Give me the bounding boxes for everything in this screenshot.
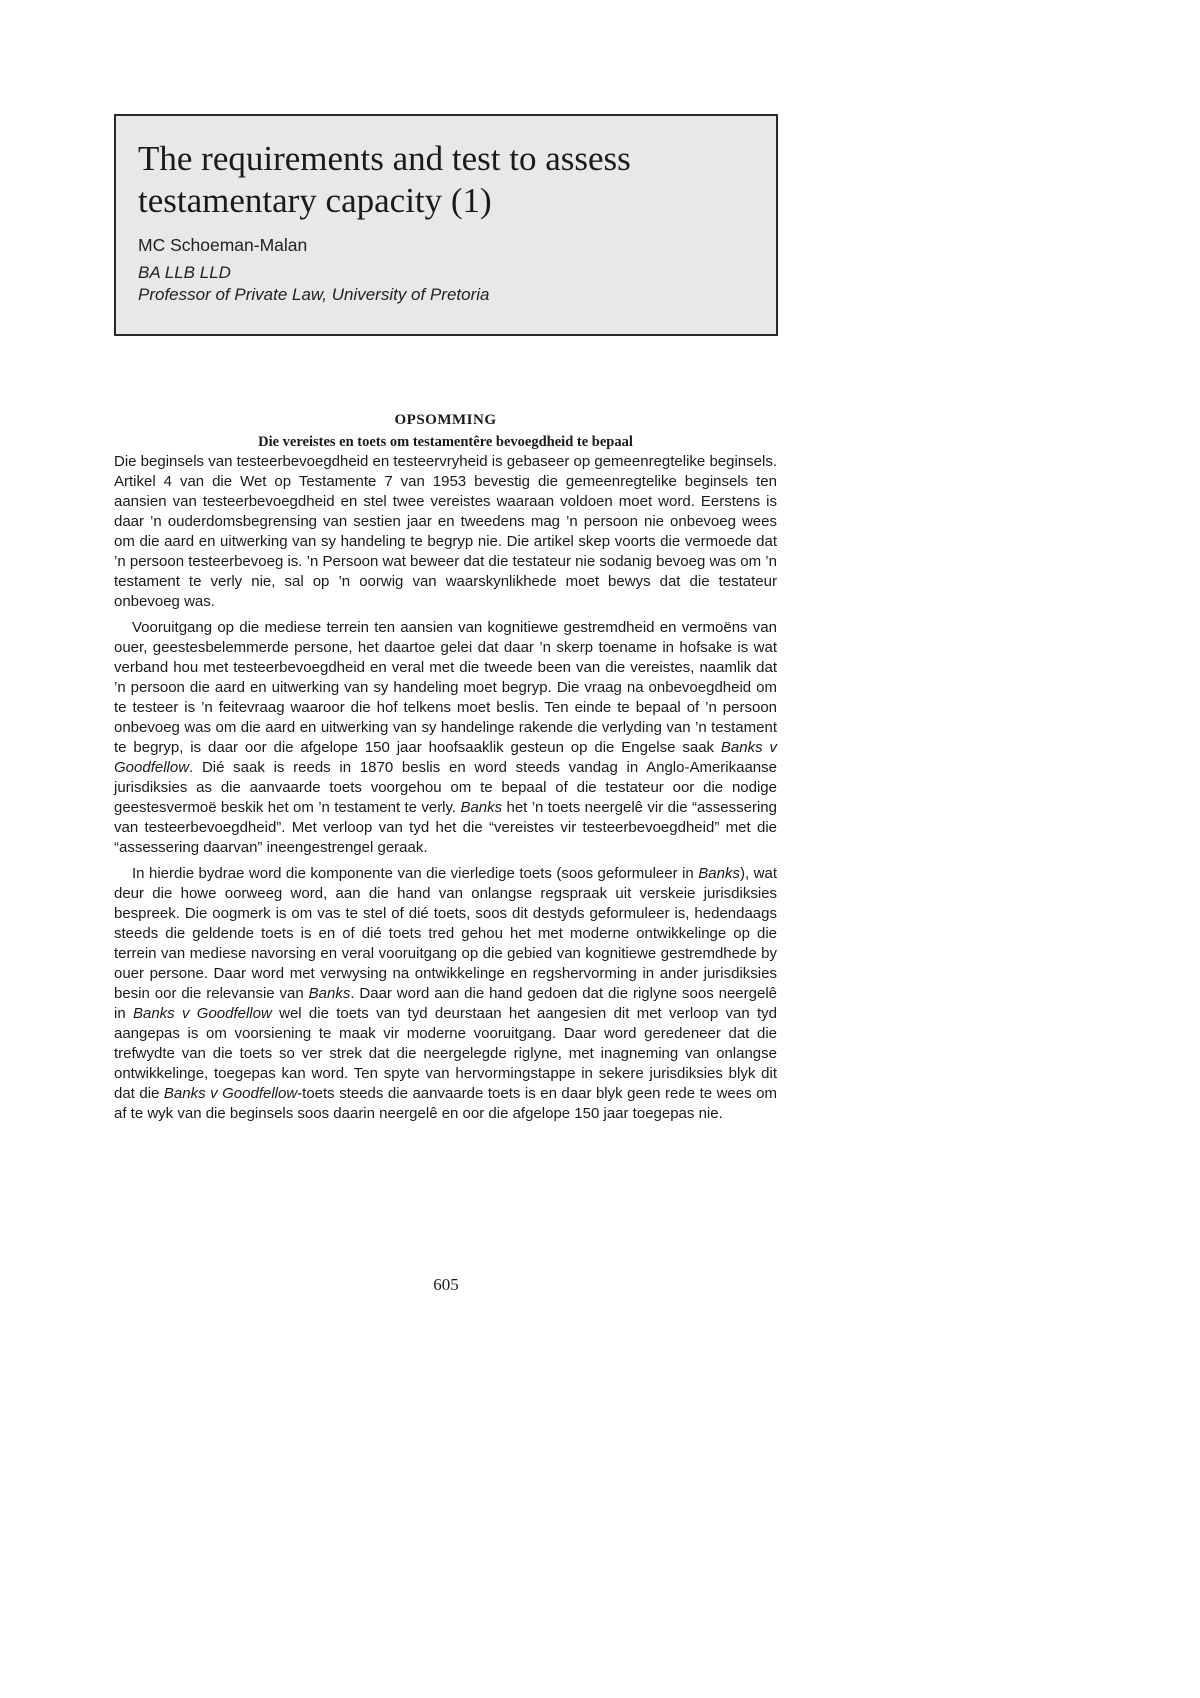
case-name: Banks v Goodfellow	[114, 739, 777, 776]
title-line-2: testamentary capacity (1)	[138, 181, 492, 220]
p3-text-a: In hierdie bydrae word die komponente van die vierledige toets (soos geformuleer in	[132, 865, 699, 882]
summary-paragraph-1-text: Die beginsels van testeerbevoegdheid en testeervryheid is gebaseer op gemeenregtelike beginsels. Artikel 4 van die Wet op Testamente 7 van 1953 bevestig die gemeenregtelike beginsels ten aansien van testeerbevoegdheid en stel twee vereistes waaraan voldoen moet word. Eerstens is daar ’n ouderdomsbegrensing van sestien jaar en tweedens mag ’n persoon nie onbevoeg wees om die aard en uitwerking van sy handeling te begryp nie. Die artikel skep voorts die vermoede dat ’n persoon testeerbevoeg is. ’n Persoon wat beweer dat die testateur nie sodanig bevoeg was om ’n testament te verly nie, sal op ’n oorwig van waarskynlikhede moet bewys dat die testateur onbevoeg was.	[114, 453, 777, 610]
p2-text-b: . Dié saak is reeds in 1870 beslis en word steeds vandag in Anglo-Amerikaanse jurisdiksies as die aanvaarde toets voorgehou om te bepaal of die testateur oor die nodige geestesvermoë beskik het om ’n testament te verly.	[114, 759, 777, 816]
case-name: Banks v Goodfellow	[163, 1085, 298, 1102]
case-name: Banks v Goodfellow	[132, 1005, 272, 1022]
summary-section	[114, 410, 777, 1124]
author-name: MC Schoeman-Malan	[138, 235, 308, 255]
p2-text-a: Vooruitgang op die mediese terrein ten aansien van kognitiewe gestremdheid en vermoëns van ouer, geestesbelemmerde persone, het daartoe gelei dat daar ’n skerp toename in hofsake is wat verband hou met testeerbevoegdheid en veral met die tweede been van die vereistes, naamlik dat ’n persoon die aard en uitwerking van sy handeling moet begryp. Die vraag na onbevoegdheid om te testeer is ’n feitevraag waaroor die hof telkens moet beslis. Ten einde te bepaal of ’n persoon onbevoeg was om die aard en uitwerking van sy handelinge rakende die verlyding van ’n testament te begryp, is daar oor die afgelope 150 jaar hoofsaaklik gesteun op die Engelse saak	[114, 619, 777, 756]
p2-text-c: het ’n toets neergelê vir die “assessering van testeerbevoegdheid”. Met verloop van tyd het die “vereistes vir testeerbevoegdheid” met die “assessering daarvan” ineengestrengel geraak.	[114, 799, 777, 856]
title-box	[114, 114, 778, 336]
p3-text-b: ), wat deur die howe oorweeg word, aan die hand van onlangse regspraak uit verskeie jurisdiksies bespreek. Die oogmerk is om vas te stel of dié toets, soos dit destyds geformuleer is, hedendaags steeds die geldende toets is en of dié toets tred gehou het met moderne ontwikkelinge op die terrein van mediese navorsing en veral vooruitgang op die gebied van kognitiewe gestremdhede by ouer persone. Daar word met verwysing na ontwikkelinge en regshervorming in ander jurisdiksies besin oor die relevansie van	[114, 865, 777, 1002]
case-short-name: Banks	[460, 799, 503, 816]
article-title	[138, 138, 756, 222]
author-degrees: BA LLB LLD	[138, 263, 231, 282]
summary-paragraph-1	[114, 452, 777, 612]
title-line-1: The requirements and test to assess	[138, 139, 631, 178]
p3-text-d: wel die toets van tyd deurstaan het aangesien dit met verloop van tyd aangepas is om voorsiening te maak vir moderne vooruitgang. Daar word geredeneer dat die trefwydte van die toets so ver strek dat die neergelegde riglyne, met inagneming van onlangse ontwikkelinge, toegepas kan word. Ten spyte van hervormingstappe in sekere jurisdiksies blyk dit dat die	[114, 1005, 778, 1102]
summary-paragraph-2	[114, 618, 777, 858]
case-short-name: Banks	[698, 865, 740, 882]
p3-text-e: -toets steeds die aanvaarde toets is en daar blyk geen rede te wees om af te wyk van die beginsels soos daarin neergelê en oor die afgelope 150 jaar toegepas nie.	[114, 1085, 777, 1122]
author-affiliation: Professor of Private Law, University of Pretoria	[138, 285, 490, 304]
summary-subheading: Die vereistes en toets om testamentêre bevoegdheid te bepaal	[258, 434, 633, 450]
case-short-name: Banks	[308, 985, 351, 1002]
summary-heading: OPSOMMING	[394, 412, 497, 428]
p3-text-c: . Daar word aan die hand gedoen dat die riglyne soos neergelê in	[114, 985, 778, 1022]
summary-paragraph-3	[114, 864, 777, 1124]
page-number: 605	[433, 1275, 459, 1294]
